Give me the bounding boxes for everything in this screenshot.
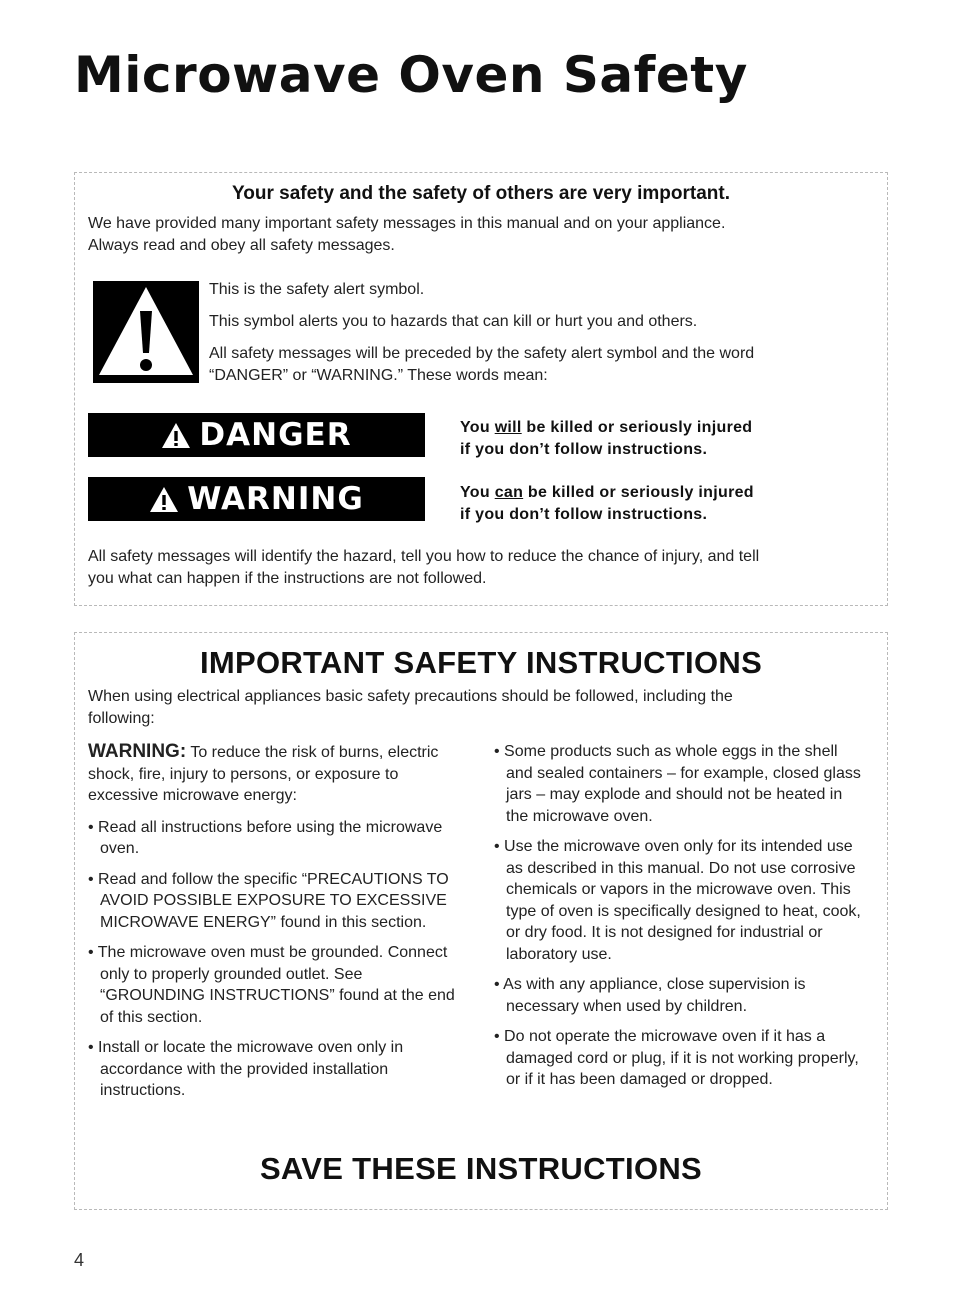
instructions-left-column xyxy=(88,741,458,1111)
instructions-heading: IMPORTANT SAFETY INSTRUCTIONS xyxy=(199,645,763,680)
warning-banner xyxy=(88,477,425,521)
danger-description xyxy=(460,417,752,461)
safety-intro-line: Always read and obey all safety messages. xyxy=(88,237,395,254)
safety-info-box xyxy=(74,172,888,606)
warning-statement xyxy=(88,741,458,807)
warning-label: WARNING xyxy=(187,481,364,517)
warning-triangle-icon xyxy=(161,422,191,449)
list-item-text: Use the microwave oven only for its intended use as described in this manual. Do not use corrosive chemicals or vapors in the microwave oven. This type of oven is specifically designed to heat, cook, or dry food. It is not designed for industrial or laboratory use. xyxy=(504,838,861,963)
danger-label: DANGER xyxy=(199,417,352,453)
instructions-box xyxy=(74,632,888,1210)
symbol-line: “DANGER” or “WARNING.” These words mean: xyxy=(209,367,548,384)
list-item-text: Some products such as whole eggs in the shell and sealed containers – for example, closed glass jars – may explode and should not be heated in the microwave oven. xyxy=(504,743,861,825)
instructions-intro-line: following: xyxy=(88,710,155,727)
list-item: • As with any appliance, close supervision is necessary when used by children. xyxy=(494,976,806,1015)
warning-description xyxy=(460,482,754,526)
closing-line: All safety messages will identify the hazard, tell you how to reduce the chance of injury, and tell xyxy=(88,548,760,565)
danger-rest: be killed or seriously injured xyxy=(521,419,753,436)
list-item: • Do not operate the microwave oven if it has a damaged cord or plug, if it is not working properly, or if it has been damaged or dropped. xyxy=(494,1028,859,1088)
safety-intro xyxy=(88,213,725,257)
instructions-right-column xyxy=(494,741,866,1100)
safety-alert-triangle-icon xyxy=(93,281,199,383)
symbol-text xyxy=(209,279,754,387)
symbol-line: This symbol alerts you to hazards that can kill or hurt you and others. xyxy=(209,313,698,330)
danger-banner xyxy=(88,413,425,457)
instructions-intro-line: When using electrical appliances basic safety precautions should be followed, including the xyxy=(88,688,733,705)
list-item: • Use the microwave oven only for its intended use as described in this manual. Do not use corrosive chemicals or vapors in the microwave oven. This type of oven is specifically designed to heat, cook, or dry food. It is not designed for industrial or laboratory use. xyxy=(494,838,861,963)
warning-emphasis: can xyxy=(494,484,524,501)
list-item-text: Do not operate the microwave oven if it has a damaged cord or plug, if it is not working properly, or if it has been damaged or dropped. xyxy=(504,1028,859,1088)
list-item: • Install or locate the microwave oven only in accordance with the provided installation instructions. xyxy=(88,1039,404,1099)
symbol-line: This is the safety alert symbol. xyxy=(209,281,425,298)
safety-intro-line: We have provided many important safety messages in this manual and on your appliance. xyxy=(88,215,726,232)
list-item-text: Read and follow the specific “PRECAUTIONS TO AVOID POSSIBLE EXPOSURE TO EXCESSIVE MICROWAVE ENERGY” found in this section. xyxy=(98,870,449,931)
save-instructions-heading: SAVE THESE INSTRUCTIONS xyxy=(259,1151,703,1186)
closing-line: you what can happen if the instructions are not followed. xyxy=(88,570,487,587)
safety-closing xyxy=(88,546,759,590)
danger-emphasis: will xyxy=(494,419,522,436)
list-item-text: Read all instructions before using the microwave oven. xyxy=(98,818,443,857)
safety-heading: Your safety and the safety of others are very important. xyxy=(231,183,730,204)
warning-rest: be killed or seriously injured xyxy=(523,484,754,501)
danger-line2: if you don’t follow instructions. xyxy=(460,441,708,458)
list-item: • Read and follow the specific “PRECAUTIONS TO AVOID POSSIBLE EXPOSURE TO EXCESSIVE MICROWAVE ENERGY” found in this section. xyxy=(88,870,449,931)
symbol-line: All safety messages will be preceded by the safety alert symbol and the word xyxy=(209,345,755,362)
list-item: • Read all instructions before using the microwave oven. xyxy=(88,818,443,857)
list-item: • The microwave oven must be grounded. Connect only to properly grounded outlet. See “GROUNDING INSTRUCTIONS” found at the end of this section. xyxy=(88,944,455,1026)
list-item-text: Install or locate the microwave oven only in accordance with the provided installation instructions. xyxy=(98,1039,404,1099)
warning-you: You xyxy=(460,484,495,501)
warning-triangle-icon xyxy=(149,486,179,513)
list-item-text: As with any appliance, close supervision is necessary when used by children. xyxy=(503,976,806,1015)
page-number: 4 xyxy=(74,1250,85,1270)
page-title: Microwave Oven Safety xyxy=(74,46,748,104)
warning-line2: if you don’t follow instructions. xyxy=(460,506,708,523)
list-item: • Some products such as whole eggs in the shell and sealed containers – for example, closed glass jars – may explode and should not be heated in the microwave oven. xyxy=(494,743,861,825)
instructions-intro xyxy=(88,686,733,730)
warning-statement-text: To reduce the risk of burns, electric shock, fire, injury to persons, or exposure to excessive microwave energy: xyxy=(88,744,439,804)
list-item-text: The microwave oven must be grounded. Connect only to properly grounded outlet. See “GROUNDING INSTRUCTIONS” found at the end of this section. xyxy=(97,944,455,1026)
danger-you: You xyxy=(460,419,495,436)
warning-statement-label: WARNING: xyxy=(88,741,187,762)
